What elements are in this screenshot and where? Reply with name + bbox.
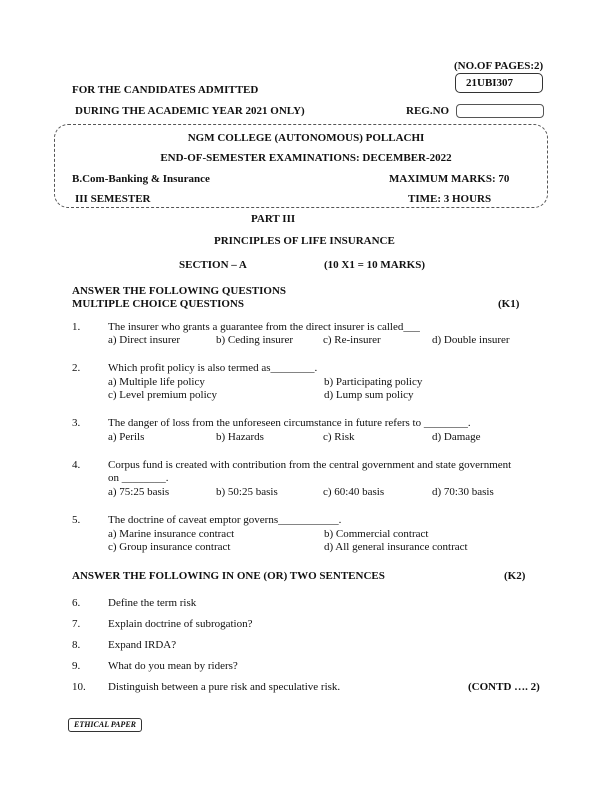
part-label: PART III bbox=[251, 213, 296, 225]
question-number: 8. bbox=[72, 639, 81, 651]
reg-no-field[interactable] bbox=[456, 104, 544, 118]
question-number: 4. bbox=[72, 459, 81, 471]
exam-name: END-OF-SEMESTER EXAMINATIONS: DECEMBER-2022 bbox=[160, 152, 452, 164]
short-level: (K2) bbox=[504, 570, 526, 582]
candidates-line2: DURING THE ACADEMIC YEAR 2021 ONLY) bbox=[75, 105, 305, 117]
question-text: Expand IRDA? bbox=[108, 639, 177, 651]
question-text: What do you mean by riders? bbox=[108, 660, 238, 672]
max-marks: MAXIMUM MARKS: 70 bbox=[389, 173, 510, 185]
option-d: d) Lump sum policy bbox=[324, 389, 414, 401]
option-a: a) 75:25 basis bbox=[108, 486, 170, 498]
question-text: The danger of loss from the unforeseen circumstance in future refers to ________. bbox=[108, 417, 471, 429]
question-text: The insurer who grants a guarantee from the direct insurer is called___ bbox=[108, 321, 420, 333]
mcq-level: (K1) bbox=[498, 298, 520, 310]
mcq-heading2: MULTIPLE CHOICE QUESTIONS bbox=[72, 298, 244, 310]
option-c: c) Risk bbox=[323, 431, 355, 443]
candidates-line1: FOR THE CANDIDATES ADMITTED bbox=[72, 84, 259, 96]
paper-title: PRINCIPLES OF LIFE INSURANCE bbox=[214, 235, 395, 247]
question-text: Distinguish between a pure risk and speculative risk. bbox=[108, 681, 341, 693]
option-d: d) 70:30 basis bbox=[432, 486, 494, 498]
question-number: 6. bbox=[72, 597, 81, 609]
option-c: c) Group insurance contract bbox=[108, 541, 231, 553]
question-number: 10. bbox=[72, 681, 86, 693]
question-number: 3. bbox=[72, 417, 81, 429]
reg-no-label: REG.NO bbox=[406, 105, 450, 117]
option-b: b) Hazards bbox=[216, 431, 264, 443]
option-d: d) Double insurer bbox=[432, 334, 510, 346]
option-a: a) Multiple life policy bbox=[108, 376, 205, 388]
question-number: 5. bbox=[72, 514, 81, 526]
question-number: 1. bbox=[72, 321, 81, 333]
option-b: b) Commercial contract bbox=[324, 528, 429, 540]
course-name: B.Com-Banking & Insurance bbox=[72, 173, 210, 185]
question-text: Define the term risk bbox=[108, 597, 197, 609]
option-b: b) Participating policy bbox=[324, 376, 423, 388]
pages-note: (NO.OF PAGES:2) bbox=[454, 60, 544, 72]
option-a: a) Direct insurer bbox=[108, 334, 181, 346]
question-text-cont: on ________. bbox=[108, 472, 169, 484]
exam-time: TIME: 3 HOURS bbox=[408, 193, 492, 205]
ethical-paper-label: ETHICAL PAPER bbox=[68, 718, 142, 732]
option-b: b) Ceding insurer bbox=[216, 334, 293, 346]
question-number: 7. bbox=[72, 618, 81, 630]
option-b: b) 50:25 basis bbox=[216, 486, 278, 498]
semester: III SEMESTER bbox=[75, 193, 151, 205]
option-d: d) Damage bbox=[432, 431, 481, 443]
continued-note: (CONTD …. 2) bbox=[468, 681, 540, 693]
section-label: SECTION – A bbox=[179, 259, 247, 271]
subject-code: 21UBI307 bbox=[466, 77, 514, 89]
option-d: d) All general insurance contract bbox=[324, 541, 468, 553]
option-c: c) 60:40 basis bbox=[323, 486, 385, 498]
question-text: Corpus fund is created with contribution from the central government and state government bbox=[108, 459, 512, 471]
question-text: Which profit policy is also termed as________. bbox=[108, 362, 318, 374]
question-number: 2. bbox=[72, 362, 81, 374]
option-c: c) Level premium policy bbox=[108, 389, 218, 401]
college-name: NGM COLLEGE (AUTONOMOUS) POLLACHI bbox=[187, 132, 425, 144]
question-text: The doctrine of caveat emptor governs___________. bbox=[108, 514, 342, 526]
short-heading: ANSWER THE FOLLOWING IN ONE (OR) TWO SENTENCES bbox=[72, 570, 385, 582]
section-marks: (10 X1 = 10 MARKS) bbox=[324, 259, 425, 271]
option-c: c) Re-insurer bbox=[323, 334, 381, 346]
question-text: Explain doctrine of subrogation? bbox=[108, 618, 253, 630]
option-a: a) Marine insurance contract bbox=[108, 528, 235, 540]
mcq-heading1: ANSWER THE FOLLOWING QUESTIONS bbox=[72, 285, 287, 297]
question-number: 9. bbox=[72, 660, 81, 672]
option-a: a) Perils bbox=[108, 431, 145, 443]
